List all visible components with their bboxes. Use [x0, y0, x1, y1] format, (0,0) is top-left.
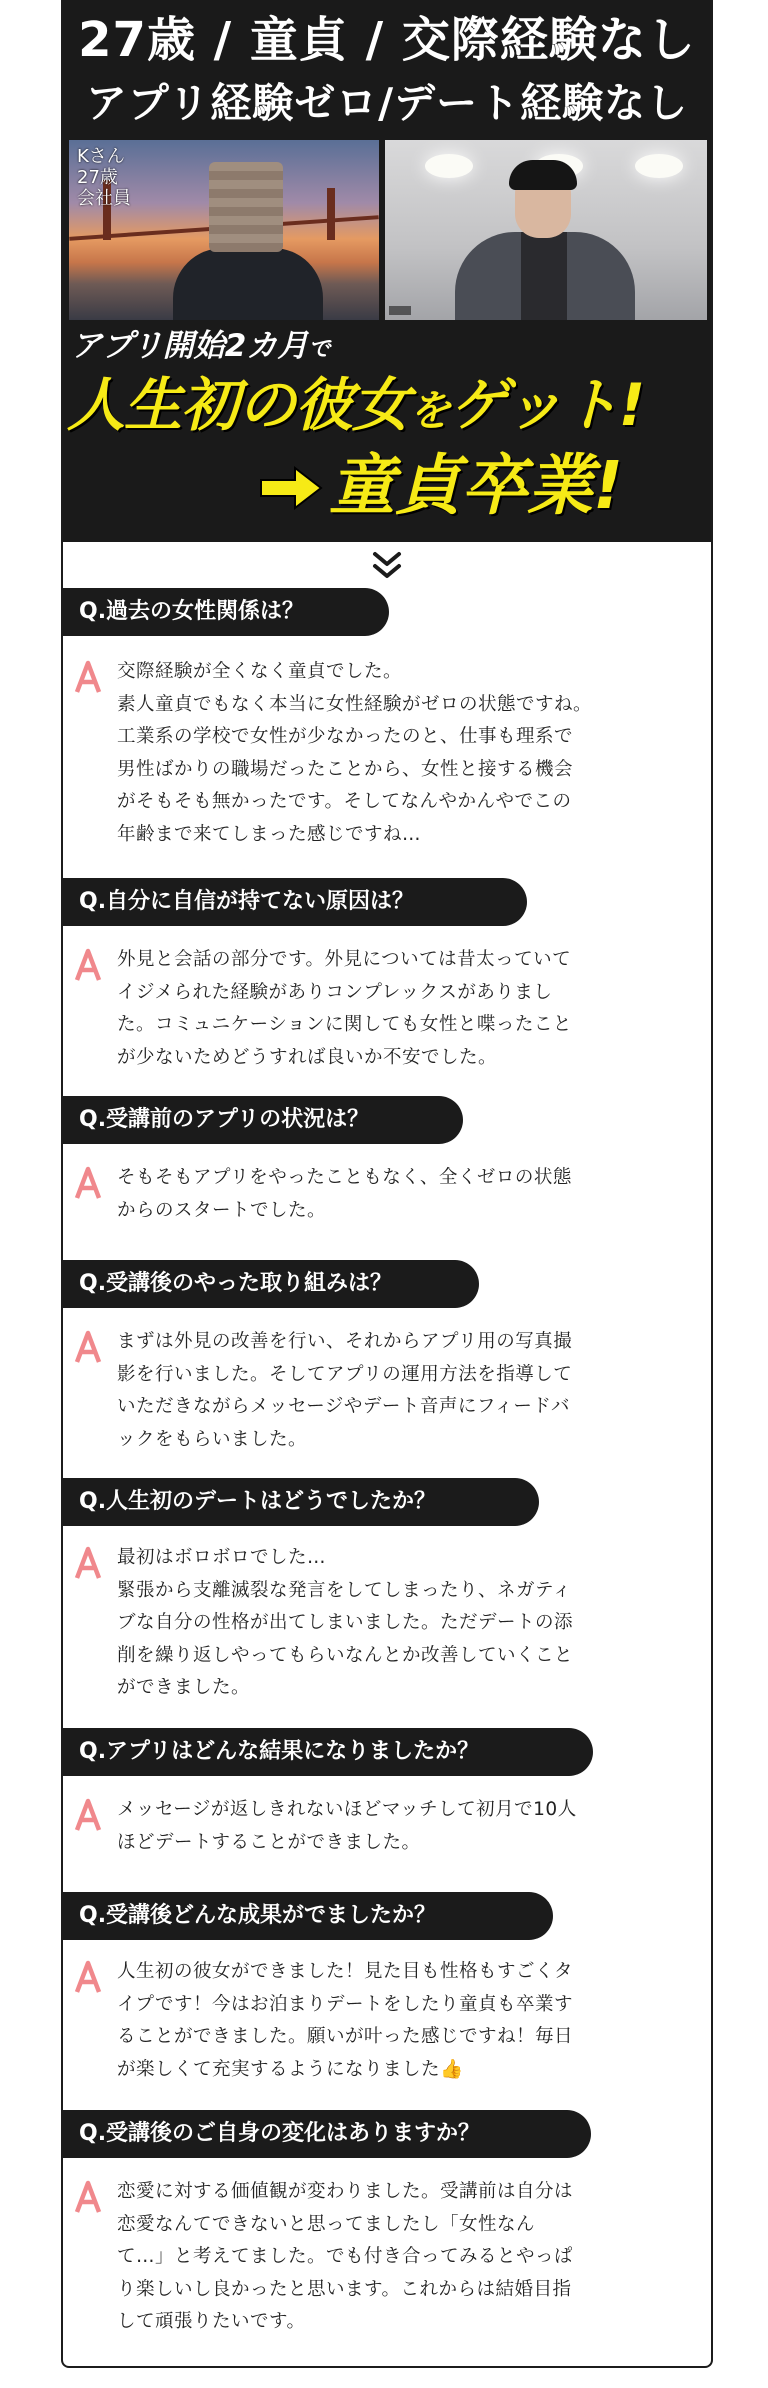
- client-face-mosaic: [209, 162, 283, 252]
- answer-line: メッセージが返しきれないほどマッチして初月で10人: [117, 1799, 577, 1820]
- right-arrow-icon: [259, 466, 323, 510]
- answer-text: [117, 1542, 687, 1705]
- hero-title-line1: 27歳 / 童貞 / 交際経験なし: [78, 12, 696, 68]
- thumbs-up-icon: 👍: [440, 2058, 464, 2080]
- hero-main-line2: [259, 446, 623, 526]
- question-pill: Q.アプリはどんな結果になりましたか？: [63, 1728, 593, 1776]
- client-caption: [77, 146, 131, 209]
- client-body: [173, 248, 323, 320]
- hero-main1-a: 人生初の彼女: [67, 371, 410, 439]
- answer-text: [117, 1162, 687, 1227]
- answer-text: [117, 656, 687, 851]
- video-name-tag: [389, 306, 411, 315]
- hero-subheadline: [71, 326, 330, 370]
- answer-line: 工業系の学校で女性が少なかったのと、仕事も理系で: [117, 726, 574, 747]
- letter-a-icon: [73, 1330, 103, 1364]
- hero-main2-text: 童貞卒業!: [329, 447, 624, 524]
- bridge-tower: [327, 188, 335, 240]
- letter-a-icon: [73, 948, 103, 982]
- testimonial-card: [61, 0, 713, 2368]
- answer-line: て…」と考えてました。でも付き合ってみるとやっぱ: [117, 2246, 574, 2267]
- answer-line: からのスタートでした。: [117, 1199, 327, 1221]
- ceiling-lamp: [635, 154, 683, 178]
- answer-line: 年齢まで来てしまった感じですね…: [117, 823, 422, 845]
- letter-a-icon: [73, 1166, 103, 1200]
- letter-a-icon: [73, 2180, 103, 2214]
- answer-line: が少ないためどうすれば良いか不安でした。: [117, 1046, 498, 1068]
- letter-a-icon: [73, 1960, 103, 1994]
- hero-banner: [63, 0, 711, 542]
- question-pill: Q.自分に自信が持てない原因は？: [63, 878, 527, 926]
- answer-line: 人生初の彼女ができました！見た目も性格もすごくタ: [117, 1961, 574, 1982]
- answer-line-with-icon: [117, 2054, 687, 2087]
- coach-hair: [509, 160, 577, 190]
- answer-line: ることができました。願いが叶った感じですね！毎日: [117, 2026, 574, 2047]
- answer-line: 恋愛なんてできないと思ってましたし「女性なん: [117, 2213, 536, 2235]
- answer-line: して頑張りたいです。: [117, 2311, 306, 2332]
- answer-line: イプです！今はお泊まりデートをしたり童貞も卒業す: [117, 1993, 574, 2015]
- answer-line: そもそもアプリをやったこともなく、全くゼロの状態: [117, 1167, 572, 1188]
- hero-sub-suffix: で: [308, 337, 331, 362]
- answer-line: いただきながらメッセージやデート音声にフィードバ: [117, 1396, 571, 1417]
- hero-main1-b: を: [409, 386, 451, 435]
- ceiling-lamp: [425, 154, 473, 178]
- hero-main-line1: [67, 368, 644, 448]
- answer-line: 影を行いました。そしてアプリの運用方法を指導して: [117, 1363, 573, 1385]
- hero-sub-prefix: アプリ開始2カ月: [71, 328, 309, 364]
- answer-line: がそもそも無かったです。そしてなんやかんやでこの: [117, 791, 572, 812]
- answer-line: 緊張から支離滅裂な発言をしてしまったり、ネガティ: [117, 1579, 572, 1601]
- answer-line: まずは外見の改善を行い、それからアプリ用の写真撮: [117, 1331, 573, 1352]
- answer-line: 外見と会話の部分です。外見については昔太っていて: [117, 949, 572, 970]
- answer-line: り楽しいし良かったと思います。これからは結婚目指: [117, 2278, 572, 2300]
- answer-text: [117, 944, 687, 1074]
- client-caption-age: 27歳: [77, 167, 118, 188]
- client-caption-job: 会社員: [77, 188, 131, 209]
- question-pill: Q.受講後のやった取り組みは？: [63, 1260, 479, 1308]
- answer-text: [117, 1326, 687, 1456]
- question-pill: Q.過去の女性関係は？: [63, 588, 389, 636]
- answer-line: 削を繰り返しやってもらいなんとか改善していくこと: [117, 1644, 574, 1666]
- answer-line: 恋愛に対する価値観が変わりました。受講前は自分は: [117, 2181, 574, 2202]
- hero-main1-c: ゲット!: [450, 371, 645, 439]
- question-pill: Q.受講後のご自身の変化はありますか？: [63, 2110, 591, 2158]
- letter-a-icon: [73, 1546, 103, 1580]
- answer-line: 最初はボロボロでした…: [117, 1547, 327, 1568]
- client-video-photo: [69, 140, 379, 320]
- hero-title-line2: アプリ経験ゼロ/デート経験なし: [85, 79, 689, 127]
- answer-line: が楽しくて充実するようになりました: [117, 2058, 441, 2080]
- answer-line: ほどデートすることができました。: [117, 1831, 421, 1853]
- double-chevron-down-icon: [367, 550, 407, 582]
- coach-video-photo: [385, 140, 707, 320]
- answer-text: [117, 2176, 687, 2339]
- answer-line: 素人童貞でもなく本当に女性経験がゼロの状態ですね。: [117, 693, 593, 715]
- answer-text: [117, 1956, 687, 2086]
- answer-line: 交際経験が全くなく童貞でした。: [117, 661, 403, 682]
- answer-line: ブな自分の性格が出てしまいました。ただデートの添: [117, 1612, 574, 1633]
- answer-text: [117, 1794, 687, 1859]
- question-pill: Q.受講前のアプリの状況は？: [63, 1096, 463, 1144]
- client-caption-name: Kさん: [77, 146, 125, 167]
- answer-line: イジメられた経験がありコンプレックスがありまし: [117, 981, 553, 1003]
- letter-a-icon: [73, 660, 103, 694]
- answer-line: た。コミュニケーションに関しても女性と喋ったこと: [117, 1014, 572, 1035]
- answer-line: ックをもらいました。: [117, 1428, 308, 1450]
- question-pill: Q.人生初のデートはどうでしたか？: [63, 1478, 539, 1526]
- answer-line: 男性ばかりの職場だったことから、女性と接する機会: [117, 758, 574, 780]
- question-pill: Q.受講後どんな成果がでましたか？: [63, 1892, 553, 1940]
- letter-a-icon: [73, 1798, 103, 1832]
- answer-line: ができました。: [117, 1677, 251, 1698]
- coach-shirt: [521, 232, 567, 320]
